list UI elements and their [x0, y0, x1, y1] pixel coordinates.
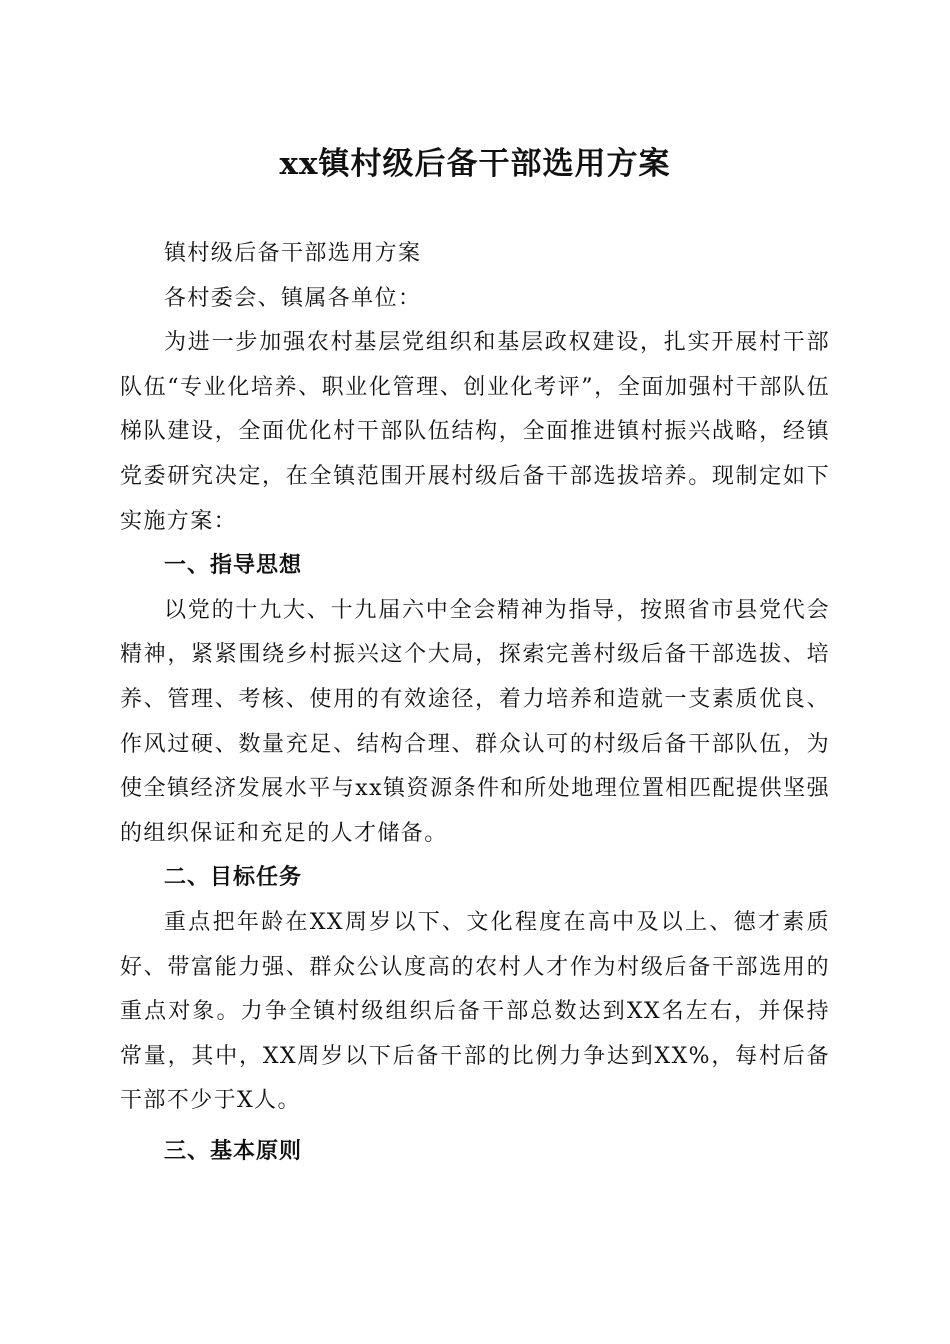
section-heading-guiding-ideology: 一、指导思想 — [164, 553, 303, 579]
document-title: xx镇村级后备干部选用方案 — [279, 146, 671, 182]
document-body — [120, 232, 830, 1174]
section-heading-basic-principles: 三、基本原则 — [164, 1138, 303, 1164]
document-subtitle: 镇村级后备干部选用方案 — [164, 241, 422, 266]
section-heading-goals-tasks: 二、目标任务 — [164, 865, 303, 891]
section-text-goals-tasks: 重点把年龄在XX周岁以下、文化程度在高中及以上、德才素质好、带富能力强、群众公认度高的农村人才作为村级后备干部选用的重点对象。力争全镇村级组织后备干部总数达到XX名左右，并保持常量，其中，XX周岁以下后备干部的比例力争达到XX%，每村后备干部不少于X人。 — [120, 909, 830, 1114]
section-text-guiding-ideology: 以党的十九大、十九届六中全会精神为指导，按照省市县党代会精神，紧紧围绕乡村振兴这个大局，探索完善村级后备干部选拔、培养、管理、考核、使用的有效途径，着力培养和造就一支素质优良、作风过硬、数量充足、结构合理、群众认可的村级后备干部队伍，为使全镇经济发展水平与xx镇资源条件和所处地理位置相匹配提供坚强的组织保证和充足的人才储备。 — [120, 597, 830, 846]
intro-paragraph: 为进一步加强农村基层党组织和基层政权建设，扎实开展村干部队伍“专业化培养、职业化管理、创业化考评”，全面加强村干部队伍梯队建设，全面优化村干部队伍结构，全面推进镇村振兴战略，经镇党委研究决定，在全镇范围开展村级后备干部选拔培养。现制定如下实施方案： — [120, 330, 830, 534]
addressee-line: 各村委会、镇属各单位： — [164, 285, 422, 311]
